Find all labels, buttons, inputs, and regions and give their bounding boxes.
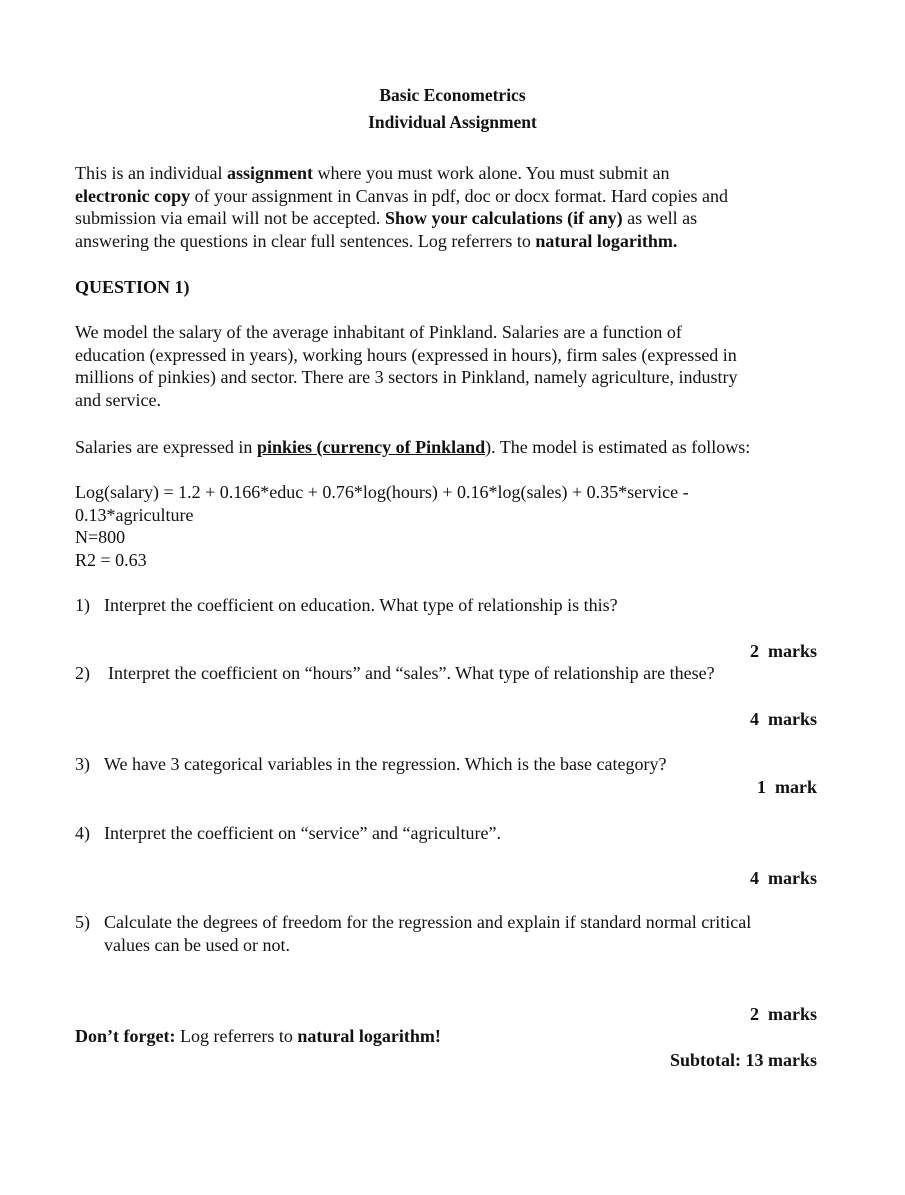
subtotal: Subtotal: 13 marks — [669, 1050, 817, 1070]
item-text-3: We have 3 categorical variables in the regression. Which is the base category? — [104, 754, 667, 774]
reminder-line: Don’t forget: Log referrers to natural logarithm! — [75, 1026, 441, 1046]
question-context — [75, 321, 835, 411]
currency-sentence: Salaries are expressed in pinkies (currency of Pinkland). The model is estimated as follows: — [75, 437, 751, 457]
context-line: and service. — [75, 389, 161, 410]
model-equation — [75, 481, 835, 571]
model-line: N=800 — [75, 527, 126, 547]
intro-line-2: electronic copy of your assignment in Canvas in pdf, doc or docx format. Hard copies and — [75, 185, 729, 206]
model-line: Log(salary) = 1.2 + 0.166*educ + 0.76*log(hours) + 0.16*log(sales) + 0.35*service - — [75, 482, 689, 502]
item-text-4: Interpret the coefficient on “service” and “agriculture”. — [104, 823, 501, 843]
question-heading: QUESTION 1) — [75, 277, 190, 297]
item-number-5: 5) — [75, 912, 90, 932]
item-text-1: Interpret the coefficient on education. What type of relationship is this? — [104, 595, 618, 615]
item-number-4: 4) — [75, 823, 90, 843]
item-marks-4: 4 marks — [750, 868, 817, 888]
context-line: millions of pinkies) and sector. There are 3 sectors in Pinkland, namely agriculture, industry — [75, 367, 738, 387]
item-number-1: 1) — [75, 595, 90, 615]
item-number-3: 3) — [75, 754, 90, 774]
intro-line-3: submission via email will not be accepted. Show your calculations (if any) as well as — [75, 208, 698, 228]
intro-line-4: answering the questions in clear full sentences. Log referrers to natural logarithm. — [75, 230, 678, 251]
intro-paragraph — [75, 162, 835, 252]
item-marks-1: 2 marks — [750, 641, 817, 661]
item-marks-5: 2 marks — [750, 1004, 817, 1024]
currency-underlined: pinkies (currency of Pinkland — [256, 437, 486, 457]
reminder-label: Don’t forget: — [75, 1026, 176, 1046]
item-number-2: 2) — [75, 663, 90, 683]
intro-line-1: This is an individual assignment where you must work alone. You must submit an — [75, 163, 670, 183]
item-text-2: Interpret the coefficient on “hours” and “sales”. What type of relationship are these? — [108, 663, 715, 683]
context-line: education (expressed in years), working hours (expressed in hours), firm sales (expressed in — [75, 344, 737, 365]
item-marks-2: 4 marks — [750, 709, 817, 729]
item-text-5-line-2: values can be used or not. — [104, 935, 290, 955]
model-line: R2 = 0.63 — [75, 549, 147, 570]
item-text-5-line-1: Calculate the degrees of freedom for the regression and explain if standard normal critical — [104, 912, 752, 932]
course-title: Basic Econometrics — [379, 85, 526, 105]
item-marks-3: 1 mark — [757, 777, 817, 797]
context-line: We model the salary of the average inhabitant of Pinkland. Salaries are a function of — [75, 322, 682, 342]
assignment-type-title: Individual Assignment — [368, 112, 537, 132]
model-line: 0.13*agriculture — [75, 504, 194, 525]
